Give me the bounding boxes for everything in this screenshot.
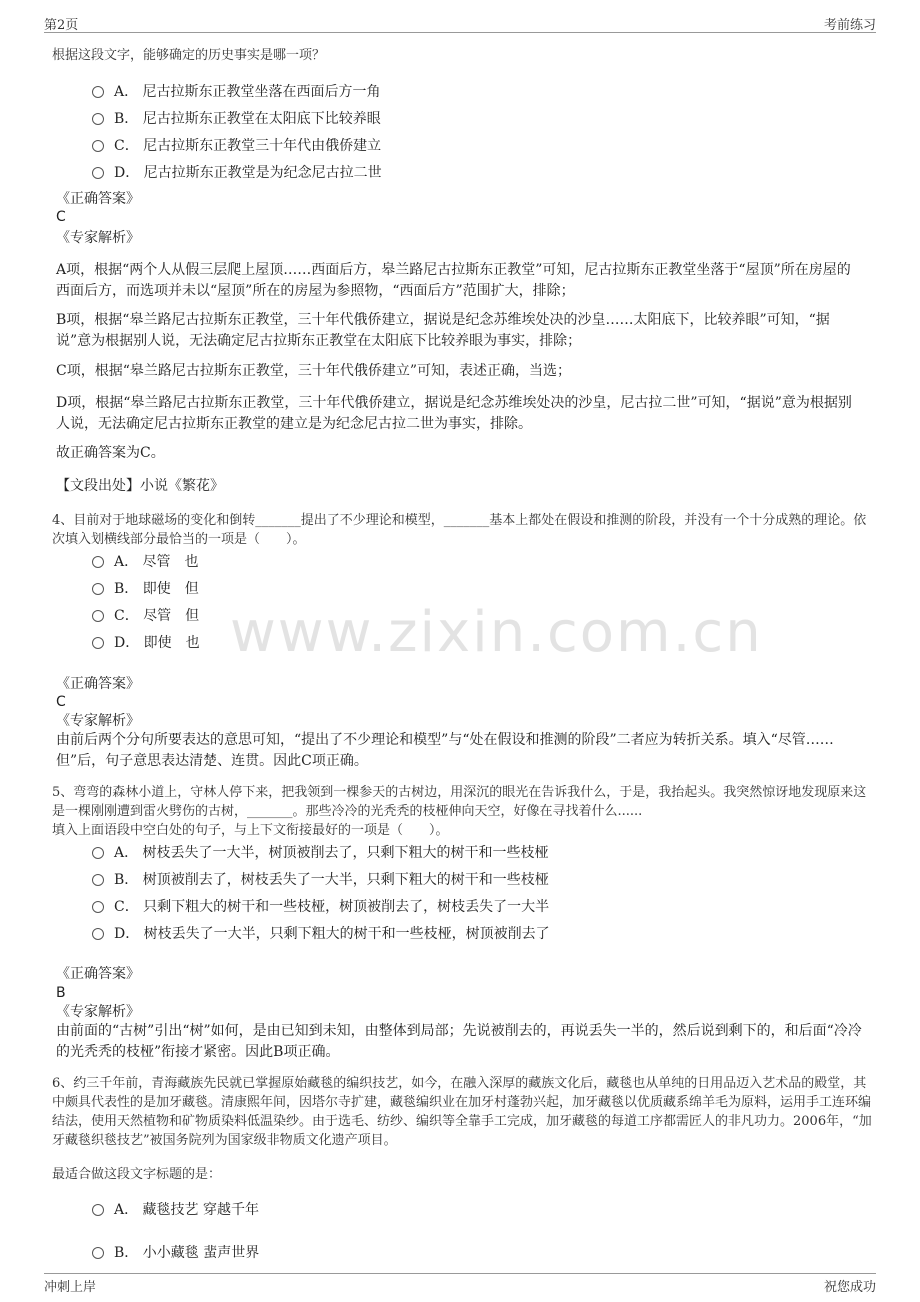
q3-analysis-a: A项，根据“两个人从假三层爬上屋顶……西面后方，皋兰路尼古拉斯东正教堂”可知，尼古拉斯东正教堂坐落于“屋顶”所在房屋的西面后方，而选项并未以“屋顶”所在的房屋为参照物，“西面后方”范围扩大，排除； (56, 262, 851, 299)
q3-analysis-b: B项，根据“皋兰路尼古拉斯东正教堂，三十年代俄侨建立，据说是纪念苏维埃处决的沙皇……太阳底下，比较养眼”可知，“据说”意为根据别人说，无法确定尼古拉斯东正教堂在太阳底下比较养眼为事实，排除； (56, 312, 830, 349)
q5-option-d[interactable]: D． 树枝丢失了一大半，只剩下粗大的树干和一些枝桠，树顶被削去了 (92, 924, 550, 944)
q3-source: 【文段出处】小说《繁花》 (56, 478, 224, 494)
q3-option-b[interactable]: B． 尼古拉斯东正教堂在太阳底下比较养眼 (92, 109, 381, 129)
header-title: 考前练习 (823, 18, 876, 33)
radio-icon[interactable] (92, 86, 104, 98)
radio-icon[interactable] (92, 113, 104, 125)
q6-stem: 6、约三千年前，青海藏族先民就已掌握原始藏毯的编织技艺，如今，在融入深厚的藏族文化后，藏毯也从单纯的日用品迈入艺术品的殿堂，其中颇具代表性的是加牙藏毯。清康熙年间，因塔尔寺扩建，藏毯编织业在加牙村蓬勃兴起，加牙藏毯以优质藏系绵羊毛为原料，运用手工连环编结法，使用天然植物和矿物质染料低温染纱。由于选毛、纺纱、编织等全靠手工完成，加牙藏毯的每道工序都需匠人的非凡功力。2006年，“加牙藏毯织毯技艺”被国务院列为国家级非物质文化遗产项目。 (52, 1076, 872, 1148)
radio-icon[interactable] (92, 901, 104, 913)
q5-option-c[interactable]: C． 只剩下粗大的树干和一些枝桠，树顶被削去了，树枝丢失了一大半 (92, 897, 549, 917)
radio-icon[interactable] (92, 928, 104, 940)
q4-answer-label: 《正确答案》 (56, 676, 140, 692)
page-number: 第2页 (44, 18, 79, 33)
q5-answer: B (56, 985, 66, 1001)
q3-option-c[interactable]: C． 尼古拉斯东正教堂三十年代由俄侨建立 (92, 136, 381, 156)
q3-analysis-label: 《专家解析》 (56, 230, 140, 246)
q5-analysis-label: 《专家解析》 (56, 1004, 140, 1020)
q4-analysis-label: 《专家解析》 (56, 713, 140, 729)
footer-right-text: 祝您成功 (823, 1280, 876, 1295)
radio-icon[interactable] (92, 637, 104, 649)
radio-icon[interactable] (92, 556, 104, 568)
watermark: www.zixin.com.cn (230, 600, 763, 665)
q3-option-d[interactable]: D． 尼古拉斯东正教堂是为纪念尼古拉二世 (92, 163, 382, 183)
footer-left-text: 冲刺上岸 (44, 1280, 97, 1295)
radio-icon[interactable] (92, 847, 104, 859)
radio-icon[interactable] (92, 140, 104, 152)
radio-icon[interactable] (92, 167, 104, 179)
q3-stem: 根据这段文字，能够确定的历史事实是哪一项？ (52, 48, 326, 63)
q4-option-c[interactable]: C． 尽管 但 (92, 606, 199, 626)
q4-answer: C (56, 694, 66, 710)
q6-stem-instruction: 最适合做这段文字标题的是： (52, 1167, 222, 1182)
q5-stem: 5、弯弯的森林小道上，守林人停下来，把我领到一棵参天的古树边，用深沉的眼光在告诉我什么，于是，我抬起头。我突然惊讶地发现原来这是一棵刚刚遭到雷火劈伤的古树，_______。那些冷冷的光秃秃的枝桠伸向天空，好像在寻找着什么...... (52, 785, 867, 819)
radio-icon[interactable] (92, 1247, 104, 1259)
q6-option-a[interactable]: A． 藏毯技艺 穿越千年 (92, 1200, 259, 1220)
q6-option-b[interactable]: B． 小小藏毯 蜚声世界 (92, 1243, 259, 1263)
q4-option-b[interactable]: B． 即使 但 (92, 579, 199, 599)
q3-option-a[interactable]: A． 尼古拉斯东正教堂坐落在西面后方一角 (92, 82, 381, 102)
q3-conclusion: 故正确答案为C。 (56, 445, 165, 461)
radio-icon[interactable] (92, 874, 104, 886)
q5-answer-label: 《正确答案》 (56, 966, 140, 982)
page-footer (44, 1273, 876, 1298)
q4-stem: 4、目前对于地球磁场的变化和倒转_______提出了不少理论和模型，_______基本上都处在假设和推测的阶段，并没有一个十分成熟的理论。依次填入划横线部分最恰当的一项是（ ）。 (52, 513, 867, 547)
q4-option-d[interactable]: D． 即使 也 (92, 633, 200, 653)
q4-analysis: 由前后两个分句所要表达的意思可知，“提出了不少理论和模型”与“处在假设和推测的阶段”二者应为转折关系。填入“尽管……但”后，句子意思表达清楚、连贯。因此C项正确。 (56, 732, 834, 769)
q5-option-a[interactable]: A． 树枝丢失了一大半，树顶被削去了，只剩下粗大的树干和一些枝桠 (92, 843, 549, 863)
q3-answer: C (56, 209, 66, 225)
q3-analysis-d: D项，根据“皋兰路尼古拉斯东正教堂，三十年代俄侨建立，据说是纪念苏维埃处决的沙皇，尼古拉二世”可知，“据说”意为根据别人说，无法确定尼古拉斯东正教堂的建立是为纪念尼古拉二世为事实，排除。 (56, 395, 852, 432)
q3-analysis-c: C项，根据“皋兰路尼古拉斯东正教堂，三十年代俄侨建立”可知，表述正确，当选； (56, 363, 572, 379)
page-header (44, 8, 876, 33)
q5-analysis: 由前面的“古树”引出“树”如何，是由已知到未知，由整体到局部；先说被削去的，再说丢失一半的，然后说到剩下的，和后面“冷冷的光秃秃的枝桠”衔接才紧密。因此B项正确。 (56, 1023, 862, 1060)
q4-option-a[interactable]: A． 尽管 也 (92, 552, 199, 572)
radio-icon[interactable] (92, 610, 104, 622)
radio-icon[interactable] (92, 583, 104, 595)
q5-stem-instruction: 填入上面语段中空白处的句子，与上下文衔接最好的一项是（ ）。 (52, 823, 449, 838)
radio-icon[interactable] (92, 1204, 104, 1216)
q5-option-b[interactable]: B． 树顶被削去了，树枝丢失了一大半，只剩下粗大的树干和一些枝桠 (92, 870, 549, 890)
q3-answer-label: 《正确答案》 (56, 191, 140, 207)
